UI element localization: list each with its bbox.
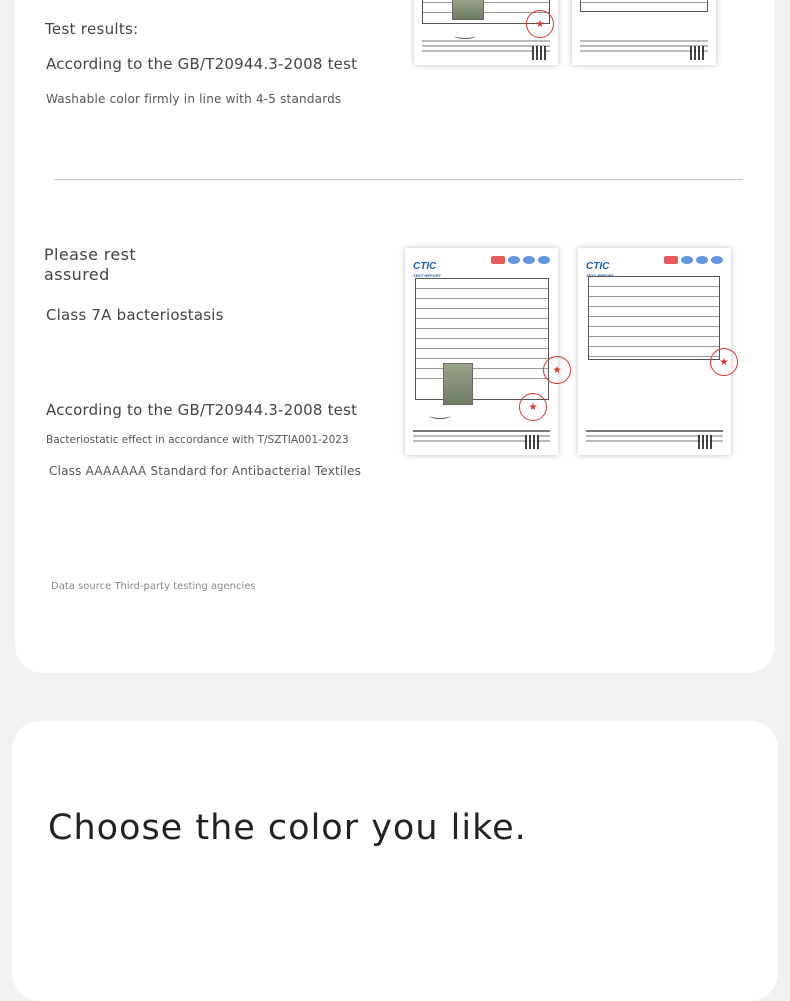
red-stamp-icon: ★: [526, 10, 554, 38]
red-stamp-icon: ★: [519, 393, 547, 421]
wash-test-heading: According to the GB/T20944.3-2008 test: [46, 55, 358, 73]
bacteriostasis-class-label: Class 7A bacteriostasis: [46, 306, 224, 324]
red-stamp-icon: ★: [710, 348, 738, 376]
rest-assured-title: Please rest assured: [44, 245, 137, 284]
qr-code-icon: [525, 435, 539, 449]
wash-report-image-1: [414, 0, 558, 65]
antibacterial-standard: Class AAAAAAA Standard for Antibacterial Textiles: [49, 464, 362, 478]
ctic-logo: CTIC TEST REPORT: [413, 261, 441, 278]
section-divider: [54, 179, 743, 180]
bacteria-test-heading: According to the GB/T20944.3-2008 test: [46, 401, 358, 419]
qr-code-icon: [532, 46, 546, 60]
bacteria-report-image-1: [405, 248, 562, 455]
red-stamp-icon: ★: [543, 356, 571, 384]
choose-color-title: Choose the color you like.: [48, 808, 527, 848]
color-selection-card: [12, 721, 778, 1001]
wash-report-image-2: [572, 0, 716, 65]
test-results-label: Test results:: [45, 20, 139, 38]
wash-test-detail: Washable color firmly in line with 4-5 standards: [46, 92, 342, 106]
data-source-note: Data source Third-party testing agencies: [51, 581, 256, 592]
qr-code-icon: [690, 46, 704, 60]
qr-code-icon: [698, 435, 712, 449]
bacteria-test-detail: Bacteriostatic effect in accordance with T/SZTIA001-2023: [46, 434, 349, 446]
bacteria-report-image-2: [578, 248, 731, 455]
ctic-logo: CTIC TEST REPORT: [586, 261, 614, 278]
